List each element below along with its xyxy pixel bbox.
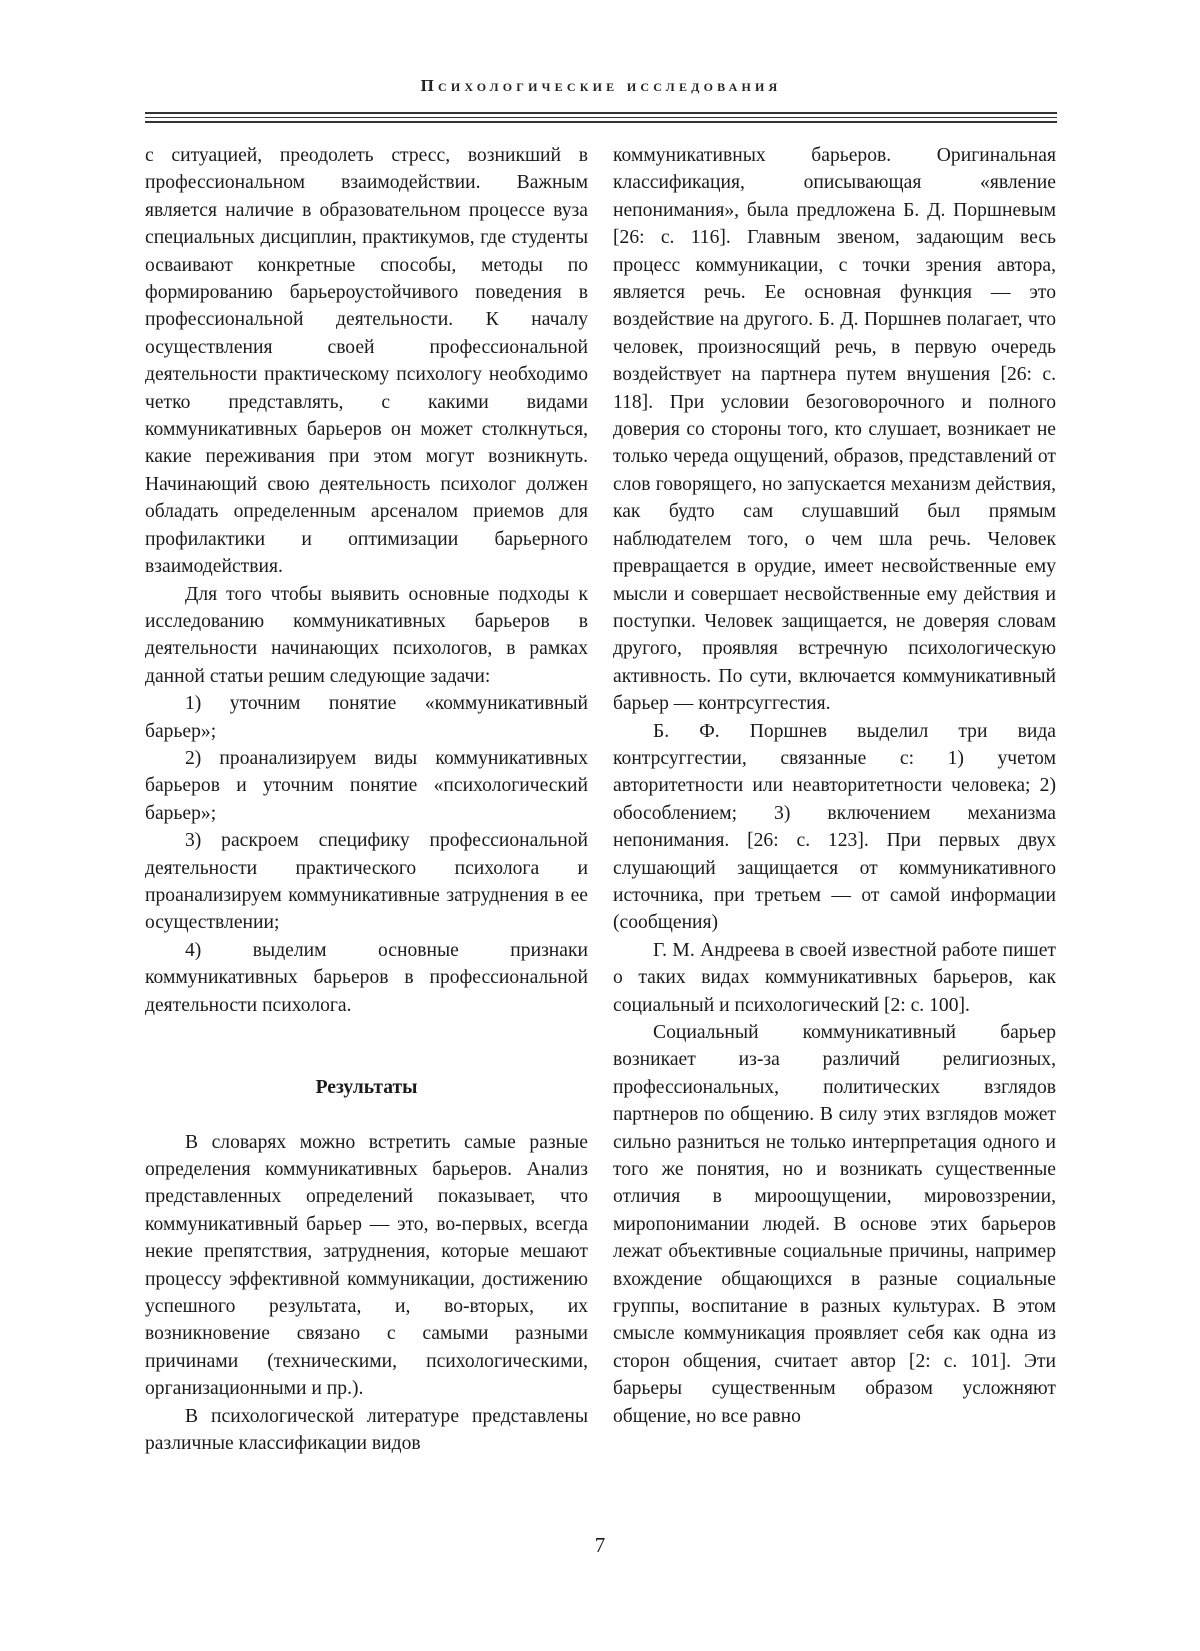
spacer xyxy=(145,1046,588,1073)
task-list-item: 3) раскроем специфику профессиональной деятельности практического психолога и проанализируем коммуникативные затруднения в ее осуществлении; xyxy=(145,830,588,934)
task-list-item: 2) проанализируем виды коммуникативных барьеров и уточним понятие «психологический барьер»; xyxy=(145,747,588,824)
paragraph: Г. М. Андреева в своей известной работе пишет о таких видах коммуникативных барьеров, как социальный и психологический [2: с. 100]. xyxy=(613,939,1056,1016)
paragraph: В психологической литературе представлены различные классификации видов xyxy=(145,1405,588,1455)
task-list-item: 1) уточним понятие «коммуникативный барьер»; xyxy=(145,693,588,742)
header-rule-bottom xyxy=(145,121,1057,123)
paragraph: Социальный коммуникативный барьер возникает из-за различий религиозных, профессиональных, политических взглядов партнеров по общению. В силу этих взглядов может сильно разниться не только интерпретация одного и того же понятия, но и возникать существенные отличия в мироощущении, мировоззрении, миропонимании людей. В основе этих барьеров лежат объективные социальные причины, например вхождение общающихся в разные социальные группы, воспитание в разных культурах. В этом смысле коммуникация проявляет себя как одна из сторон общения, считает автор [2: с. 101]. Эти барьеры существенным образом усложняют общение, но все равно xyxy=(613,1022,1056,1427)
header-rule-middle xyxy=(145,117,1057,118)
running-title: Психологические исследования xyxy=(420,76,782,95)
left-column xyxy=(145,142,588,1457)
header-rule-top xyxy=(145,112,1057,114)
paragraph: Для того чтобы выявить основные подходы к исследованию коммуникативных барьеров в деятельности начинающих психологов, в рамках данной статьи решим следующие задачи: xyxy=(145,583,588,687)
paragraph: Б. Ф. Поршнев выделил три вида контрсуггестии, связанные с: 1) учетом авторитетности или неавторитетности человека; 2) обособлением; 3) включением механизма непонимания. [26: с. 123]. При первых двух слушающий защищается от коммуникативного источника, при третьем — от самой информации (сообщения) xyxy=(613,720,1056,934)
paragraph: В словарях можно встретить самые разные определения коммуникативных барьеров. Анализ представленных определений показывает, что коммуникативный барьер — это, во-первых, всегда некие препятствия, затруднения, которые мешают процессу эффективной коммуникации, достижению успешного результата, и, во-вторых, их возникновение связано с самыми разными причинами (техническими, психологическими, организационными и пр.). xyxy=(145,1131,588,1400)
section-heading: Результаты xyxy=(315,1076,418,1098)
right-column xyxy=(613,142,1056,1430)
spacer xyxy=(145,1101,588,1128)
spacer xyxy=(145,1019,588,1046)
task-list-item: 4) выделим основные признаки коммуникативных барьеров в профессиональной деятельности психолога. xyxy=(145,939,588,1016)
paragraph: с ситуацией, преодолеть стресс, возникший в профессиональном взаимодействии. Важным является наличие в образовательном процессе вуза специальных дисциплин, практикумов, где студенты осваивают конкретные способы, методы по формированию барьероустойчивого поведения в профессиональной деятельности. К началу осуществления своей профессиональной деятельности практическому психологу необходимо четко представлять, с какими видами коммуникативных барьеров он может столкнуться, какие переживания при этом могут возникнуть. Начинающий свою деятельность психолог должен обладать определенным арсеналом приемов для профилактики и оптимизации барьерного взаимодействия. xyxy=(145,145,588,578)
page-number: 7 xyxy=(594,1533,606,1557)
paragraph: коммуникативных барьеров. Оригинальная классификация, описывающая «явление непонимания», была предложена Б. Д. Поршневым [26: с. 116]. Главным звеном, задающим весь процесс коммуникации, с точки зрения автора, является речь. Ее основная функция — это воздействие на другого. Б. Д. Поршнев полагает, что человек, произносящий речь, в первую очередь воздействует на партнера путем внушения [26: с. 118]. При условии безоговорочного и полного доверия со стороны того, кто слушает, возникает не только череда ощущений, образов, представлений от слов говорящего, но запускается механизм действия, как будто сам слушавший был прямым наблюдателем того, о чем шла речь. Человек превращается в орудие, имеет несвойственные ему мысли и совершает несвойственные ему действия и поступки. Человек защищается, не доверяя словам другого, проявляя встречную психологическую активность. По сути, включается коммуникативный барьер — контрсуггестия. xyxy=(613,145,1056,715)
